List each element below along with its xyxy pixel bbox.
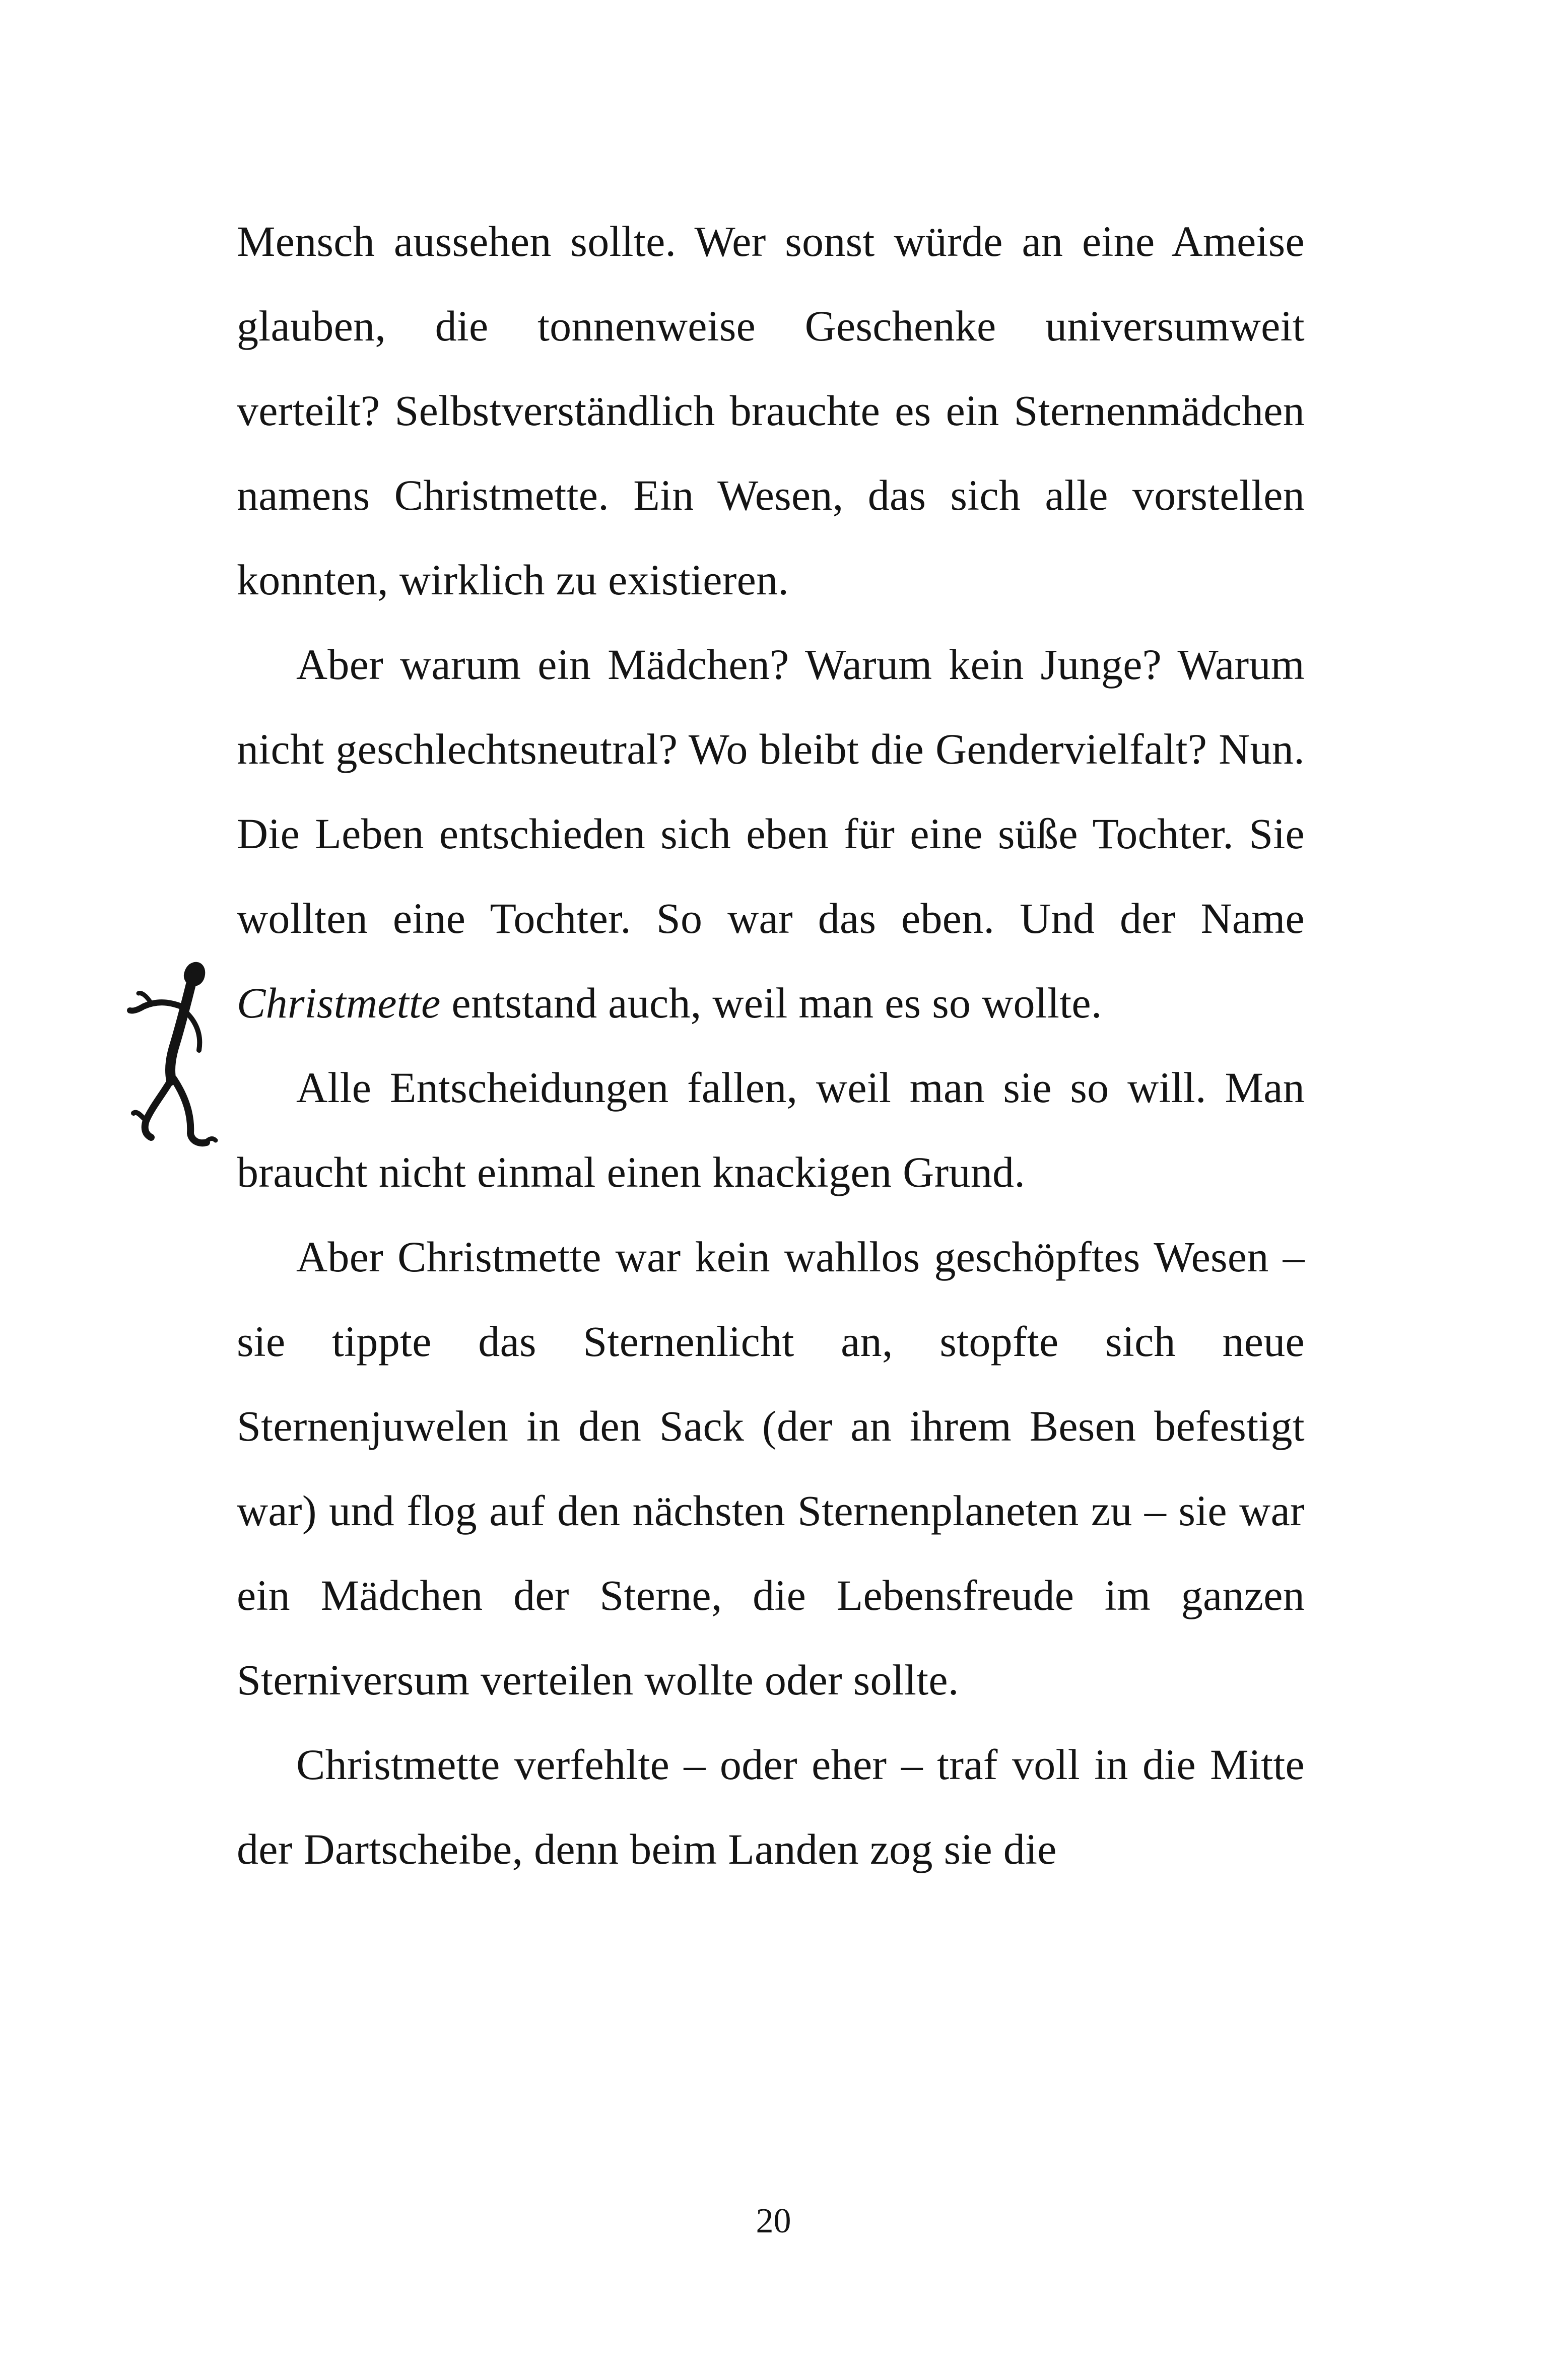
paragraph-3-text: Alle Entscheidungen fallen, weil man sie so will. Man braucht nicht einmal einen knackigen Grund.	[237, 1063, 1305, 1196]
body-text	[237, 199, 1305, 1891]
paragraph-2-text: Aber warum ein Mädchen? Warum kein Junge? Warum nicht geschlechtsneutral? Wo bleibt die Gendervielfalt? Nun. Die Leben entschieden sich eben für eine süße Tochter. Sie wollten eine Tochter. So war das eben. Und der Name	[237, 640, 1305, 942]
italic-name: Christmette	[237, 979, 441, 1027]
stick-figure-icon	[116, 947, 237, 1159]
paragraph-5-text: Christmette verfehlte – oder eher – traf voll in die Mitte der Dartscheibe, denn beim Landen zog sie die	[237, 1740, 1305, 1873]
paragraph-3	[237, 1045, 1305, 1214]
page-number: 20	[756, 2202, 791, 2240]
paragraph-4	[237, 1214, 1305, 1722]
paragraph-5	[237, 1722, 1305, 1891]
paragraph-2	[237, 622, 1305, 1045]
paragraph-1-text: Mensch aussehen sollte. Wer sonst würde an eine Ameise glauben, die tonnenweise Geschenke universumweit verteilt? Selbstverständlich brauchte es ein Sternenmädchen namens Christmette. Ein Wesen, das sich alle vorstellen konnten, wirklich zu existieren.	[237, 217, 1305, 604]
paragraph-4-text: Aber Christmette war kein wahllos geschöpftes Wesen – sie tippte das Sternenlicht an, stopfte sich neue Sternenjuwelen in den Sack (der an ihrem Besen befestigt war) und flog auf den nächsten Sternenplaneten zu – sie war ein Mädchen der Sterne, die Lebensfreude im ganzen Sterniversum verteilen wollte oder sollte.	[237, 1233, 1305, 1704]
paragraph-1	[237, 199, 1305, 622]
paragraph-2-text-after: entstand auch, weil man es so wollte.	[440, 979, 1102, 1027]
